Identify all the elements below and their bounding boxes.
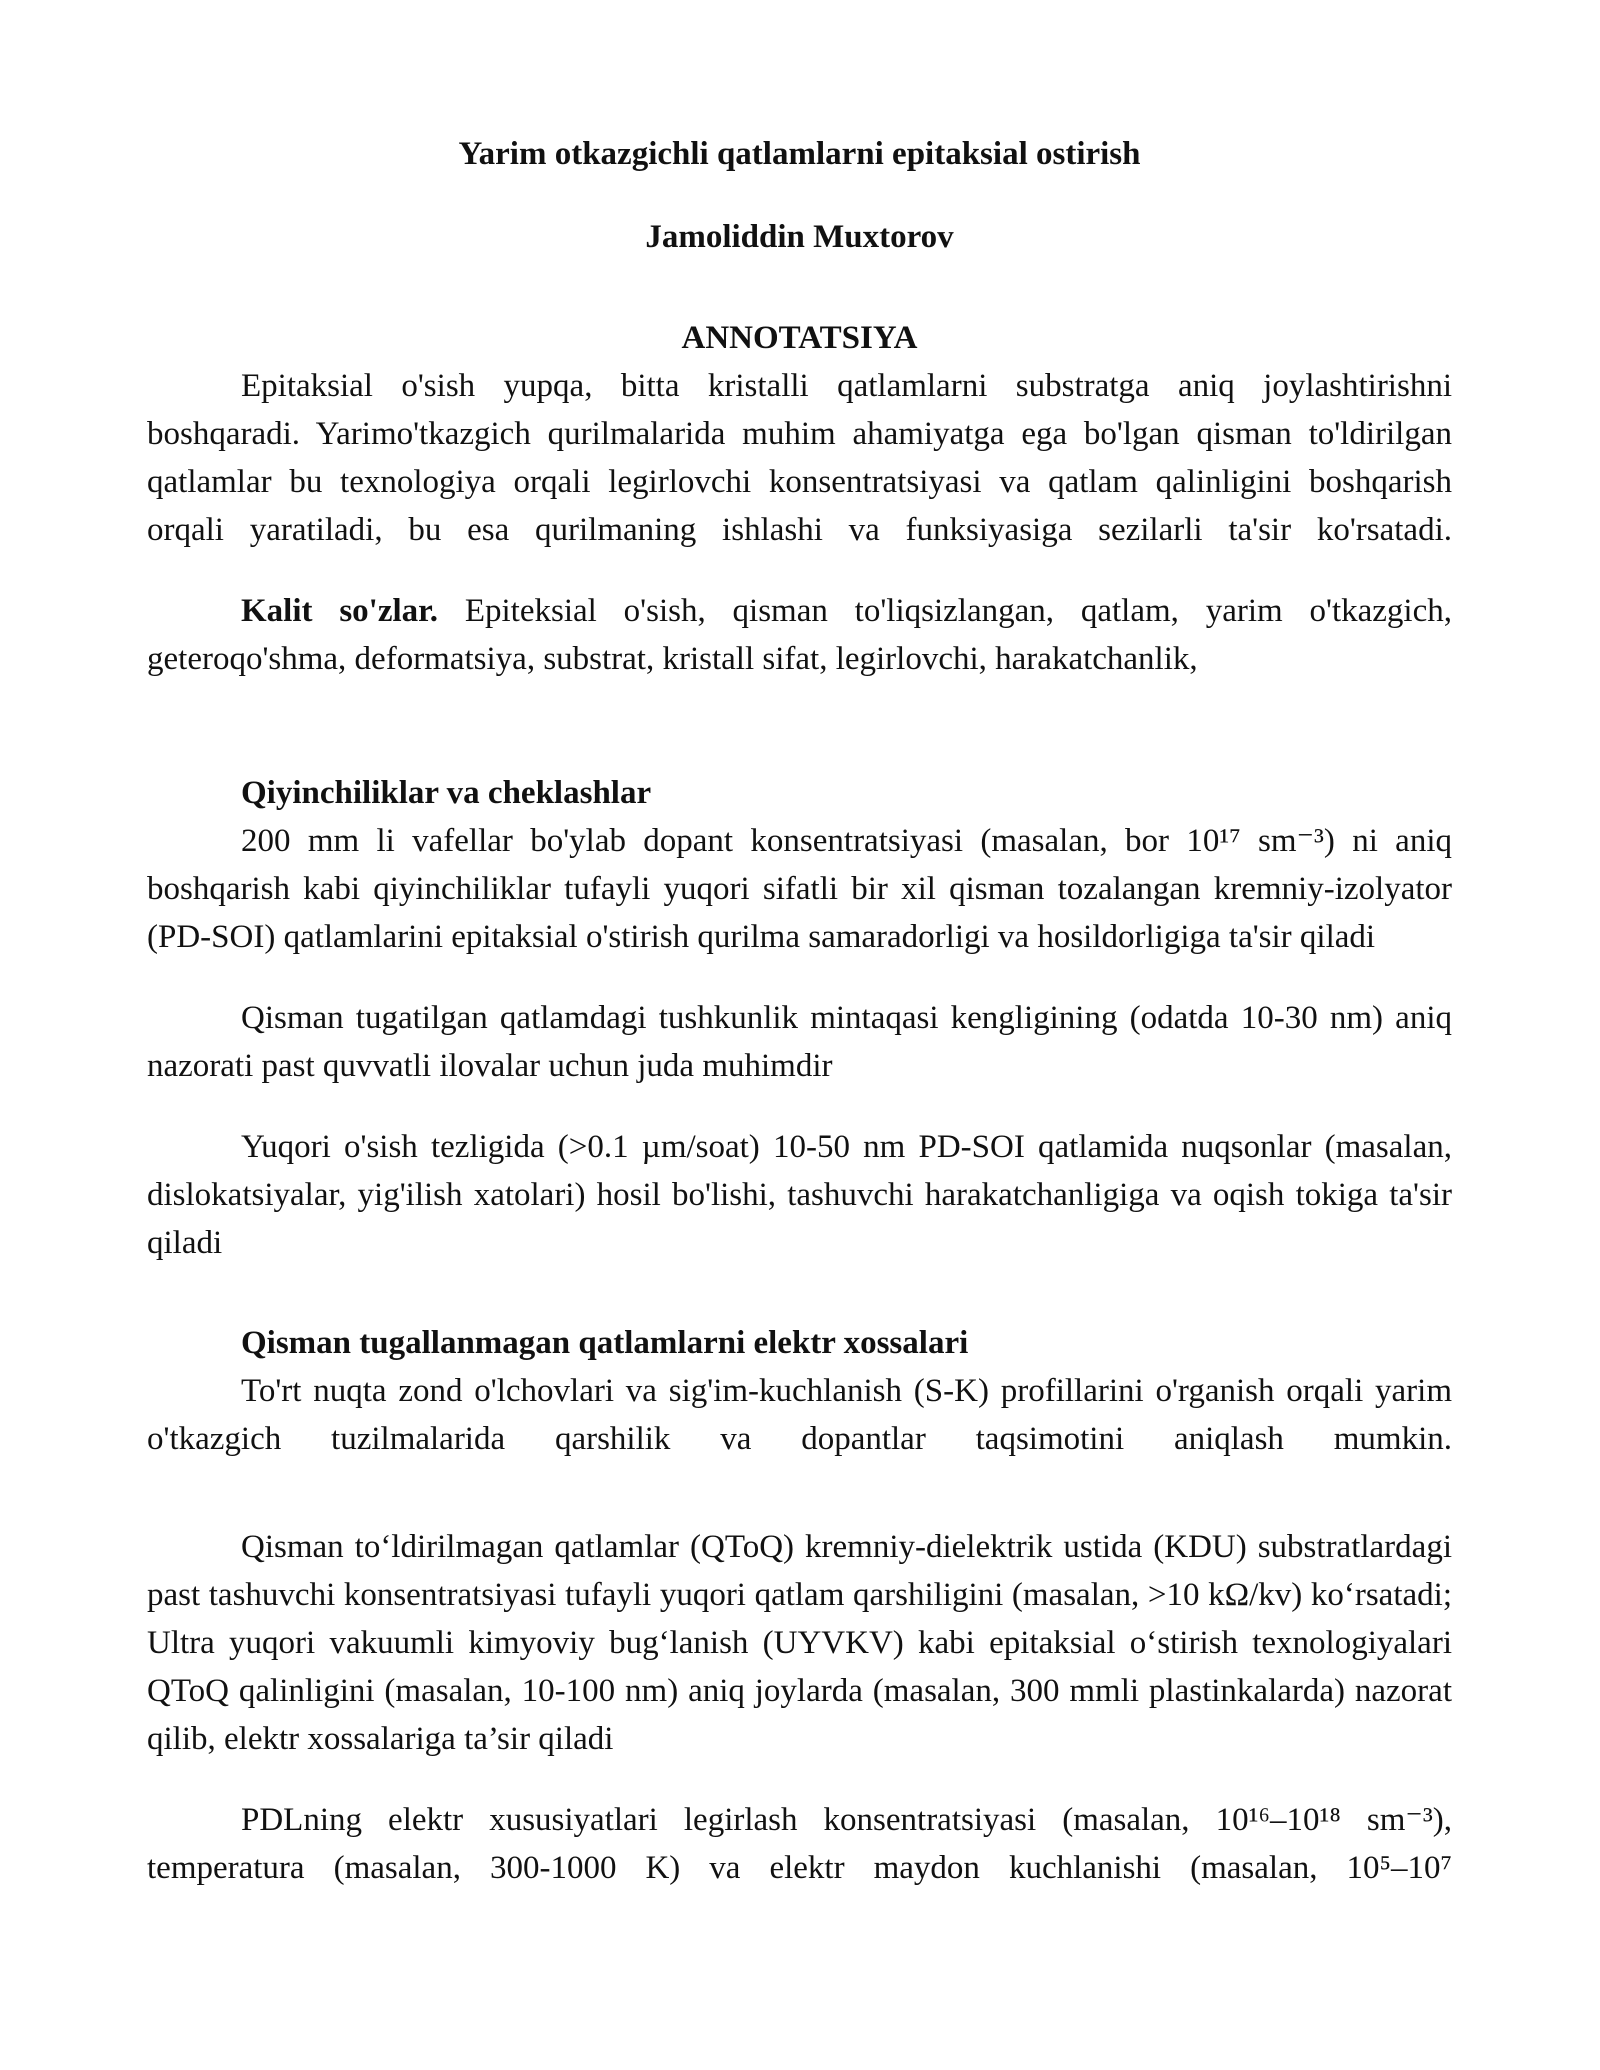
- annotation-text: Epitaksial o'sish yupqa, bitta kristalli qatlamlarni substratga aniq joylashtirishni boshqaradi. Yarimo'tkazgich qurilmalarida muhim ahamiyatga ega bo'lgan qisman to'ldirilgan qatlamlar bu texnologiya orqali legirlovchi konsentratsiyasi va qatlam qalinligini boshqarish orqali yaratiladi, bu esa qurilmaning ishlashi va funksiyasiga sezilarli ta'sir ko'rsatadi.: [147, 368, 1452, 548]
- section1-paragraph-1: 200 mm li vafellar bo'ylab dopant konsentratsiyasi (masalan, bor 10¹⁷ sm⁻³) ni aniq boshqarish kabi qiyinchiliklar tufayli yuqori sifatli bir xil qisman tozalangan kremniy-izolyator (PD-SOI) qatlamlarini epitaksial o'stirish qurilma samaradorligi va hosildorligiga ta'sir qiladi: [147, 823, 1452, 955]
- author-name: Jamoliddin Muxtorov: [645, 219, 954, 255]
- section2-paragraph-1: To'rt nuqta zond o'lchovlari va sig'im-kuchlanish (S-K) profillarini o'rganish orqali yarim o'tkazgich tuzilmalarida qarshilik va dopantlar taqsimotini aniqlash mumkin.: [147, 1373, 1452, 1457]
- section-heading-challenges: Qiyinchiliklar va cheklashlar: [241, 775, 652, 811]
- keywords-text: Epiteksial o'sish, qisman to'liqsizlangan, qatlam, yarim o'tkazgich, geteroqo'shma, deformatsiya, substrat, kristall sifat, legirlovchi, harakatchanlik,: [147, 593, 1452, 677]
- section-heading-electrical: Qisman tugallanmagan qatlamlarni elektr xossalari: [241, 1325, 969, 1361]
- section2-paragraph-3: PDLning elektr xususiyatlari legirlash konsentratsiyasi (masalan, 10¹⁶–10¹⁸ sm⁻³), temperatura (masalan, 300-1000 K) va elektr maydon kuchlanishi (masalan, 10⁵–10⁷: [147, 1802, 1452, 1886]
- annotation-heading: ANNOTATSIYA: [681, 320, 918, 356]
- keywords-paragraph: [147, 587, 1452, 683]
- keywords-label: Kalit so'zlar.: [241, 593, 439, 629]
- section1-paragraph-2: Qisman tugatilgan qatlamdagi tushkunlik mintaqasi kengligining (odatda 10-30 nm) aniq nazorati past quvvatli ilovalar uchun juda muhimdir: [147, 1000, 1452, 1084]
- section2-paragraph-2: Qisman to‘ldirilmagan qatlamlar (QToQ) kremniy-dielektrik ustida (KDU) substratlardagi past tashuvchi konsentratsiyasi tufayli yuqori qatlam qarshiligini (masalan, >10 kΩ/kv) ko‘rsatadi; Ultra yuqori vakuumli kimyoviy bug‘lanish (UYVKV) kabi epitaksial o‘stirish texnologiyalari QToQ qalinligini (masalan, 10-100 nm) aniq joylarda (masalan, 300 mmli plastinkalarda) nazorat qilib, elektr xossalariga ta’sir qiladi: [147, 1529, 1452, 1757]
- section1-paragraph-3: Yuqori o'sish tezligida (>0.1 µm/soat) 10-50 nm PD-SOI qatlamida nuqsonlar (masalan, dislokatsiyalar, yig'ilish xatolari) hosil bo'lishi, tashuvchi harakatchanligiga va oqish tokiga ta'sir qiladi: [147, 1129, 1452, 1261]
- document-page: [147, 0, 1452, 1892]
- document-title: Yarim otkazgichli qatlamlarni epitaksial ostirish: [458, 136, 1141, 172]
